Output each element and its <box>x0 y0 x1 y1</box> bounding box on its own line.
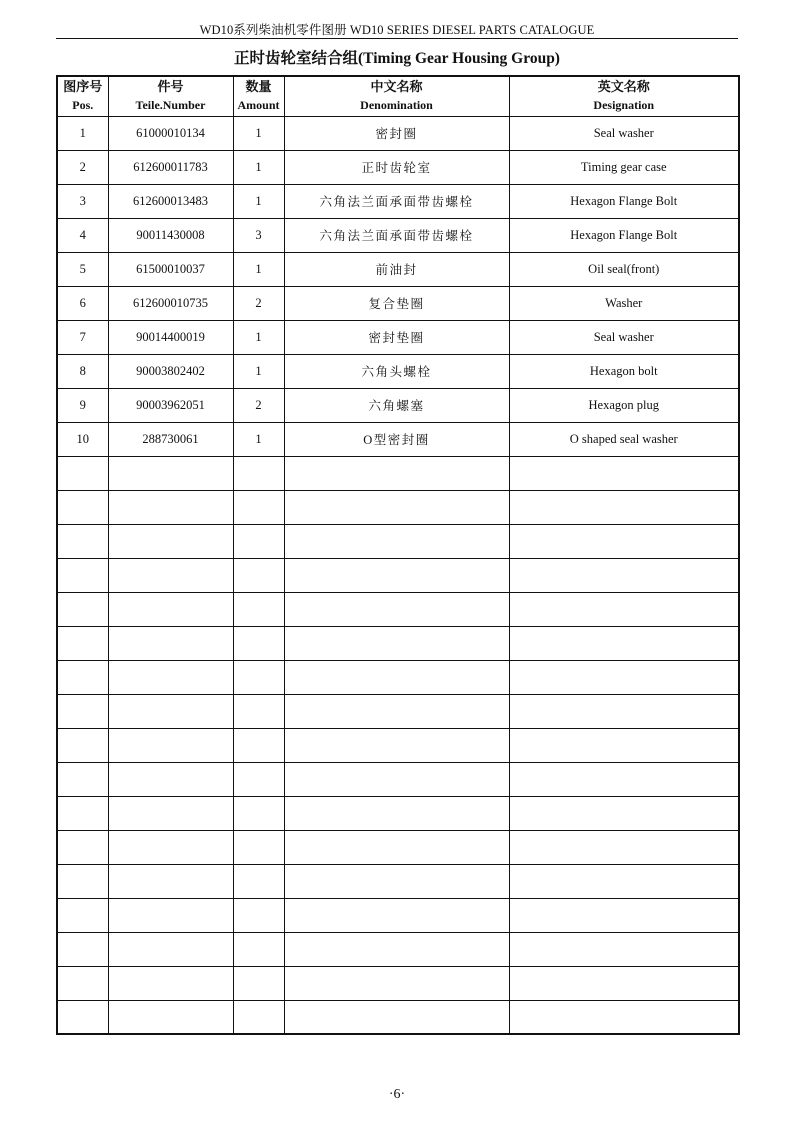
table-row-empty <box>57 796 739 830</box>
cell-part-number <box>108 592 233 626</box>
table-row-empty <box>57 592 739 626</box>
cell-amount <box>233 524 284 558</box>
cell-denomination <box>284 864 509 898</box>
cell-pos: 9 <box>57 388 108 422</box>
table-row-empty <box>57 456 739 490</box>
cell-amount: 1 <box>233 116 284 150</box>
cell-amount <box>233 1000 284 1034</box>
cell-part-number <box>108 966 233 1000</box>
cell-denomination <box>284 728 509 762</box>
cell-denomination <box>284 524 509 558</box>
table-row <box>57 218 739 252</box>
cell-denomination <box>284 762 509 796</box>
cell-designation: Timing gear case <box>509 150 739 184</box>
cell-pos <box>57 932 108 966</box>
cell-designation: O shaped seal washer <box>509 422 739 456</box>
cell-denomination <box>284 932 509 966</box>
cell-pos: 8 <box>57 354 108 388</box>
table-row-empty <box>57 728 739 762</box>
cell-denomination <box>284 490 509 524</box>
cell-pos <box>57 626 108 660</box>
cell-designation: Seal washer <box>509 320 739 354</box>
cell-amount: 1 <box>233 150 284 184</box>
cell-amount: 2 <box>233 388 284 422</box>
table-row <box>57 354 739 388</box>
cell-pos <box>57 796 108 830</box>
cell-designation: Hexagon Flange Bolt <box>509 184 739 218</box>
column-header-en: Teile.Number <box>135 98 206 113</box>
cell-part-number: 90011430008 <box>108 218 233 252</box>
cell-designation <box>509 456 739 490</box>
cell-denomination: 密封圈 <box>284 116 509 150</box>
cell-part-number <box>108 558 233 592</box>
table-row-empty <box>57 864 739 898</box>
cell-amount: 1 <box>233 320 284 354</box>
table-row-empty <box>57 626 739 660</box>
cell-denomination: 六角法兰面承面带齿螺栓 <box>284 218 509 252</box>
table-row-empty <box>57 524 739 558</box>
cell-amount <box>233 898 284 932</box>
cell-part-number <box>108 796 233 830</box>
cell-amount: 1 <box>233 184 284 218</box>
cell-designation <box>509 626 739 660</box>
cell-pos <box>57 694 108 728</box>
cell-pos <box>57 864 108 898</box>
cell-denomination <box>284 796 509 830</box>
header-row <box>57 76 739 116</box>
cell-designation <box>509 728 739 762</box>
cell-designation <box>509 660 739 694</box>
cell-designation: Washer <box>509 286 739 320</box>
cell-designation <box>509 1000 739 1034</box>
cell-pos <box>57 524 108 558</box>
cell-amount <box>233 558 284 592</box>
column-header-cn: 中文名称 <box>370 79 423 95</box>
cell-part-number <box>108 898 233 932</box>
cell-amount <box>233 728 284 762</box>
table-row <box>57 150 739 184</box>
cell-amount <box>233 864 284 898</box>
cell-designation <box>509 932 739 966</box>
column-header-denomination <box>284 76 509 116</box>
cell-designation <box>509 830 739 864</box>
cell-designation <box>509 864 739 898</box>
table-row-empty <box>57 932 739 966</box>
column-header-en: Denomination <box>360 98 433 113</box>
cell-denomination <box>284 558 509 592</box>
cell-amount <box>233 660 284 694</box>
table-row-empty <box>57 830 739 864</box>
cell-amount <box>233 762 284 796</box>
cell-designation <box>509 558 739 592</box>
cell-pos: 4 <box>57 218 108 252</box>
cell-denomination: 六角螺塞 <box>284 388 509 422</box>
cell-designation <box>509 898 739 932</box>
cell-amount: 3 <box>233 218 284 252</box>
cell-designation: Hexagon bolt <box>509 354 739 388</box>
table-row-empty <box>57 490 739 524</box>
cell-part-number: 612600010735 <box>108 286 233 320</box>
cell-denomination: 密封垫圈 <box>284 320 509 354</box>
cell-amount <box>233 694 284 728</box>
cell-designation: Hexagon Flange Bolt <box>509 218 739 252</box>
column-header-en: Pos. <box>72 98 94 113</box>
parts-table-body <box>57 116 739 1034</box>
cell-amount: 2 <box>233 286 284 320</box>
cell-designation <box>509 694 739 728</box>
cell-amount <box>233 626 284 660</box>
cell-designation <box>509 966 739 1000</box>
table-row <box>57 320 739 354</box>
cell-designation <box>509 490 739 524</box>
table-row-empty <box>57 558 739 592</box>
cell-pos <box>57 762 108 796</box>
cell-pos <box>57 558 108 592</box>
cell-amount <box>233 456 284 490</box>
cell-designation: Hexagon plug <box>509 388 739 422</box>
cell-part-number <box>108 456 233 490</box>
cell-amount: 1 <box>233 422 284 456</box>
cell-denomination <box>284 898 509 932</box>
cell-pos <box>57 728 108 762</box>
cell-amount <box>233 830 284 864</box>
table-row-empty <box>57 762 739 796</box>
cell-denomination: 复合垫圈 <box>284 286 509 320</box>
cell-designation <box>509 524 739 558</box>
cell-denomination <box>284 592 509 626</box>
cell-pos: 10 <box>57 422 108 456</box>
cell-pos <box>57 456 108 490</box>
cell-denomination: 六角头螺栓 <box>284 354 509 388</box>
cell-denomination: 六角法兰面承面带齿螺栓 <box>284 184 509 218</box>
column-header-cn: 数量 <box>245 79 272 95</box>
cell-part-number <box>108 932 233 966</box>
column-header-amount <box>233 76 284 116</box>
cell-denomination: 前油封 <box>284 252 509 286</box>
cell-part-number: 612600011783 <box>108 150 233 184</box>
table-row-empty <box>57 660 739 694</box>
parts-table <box>56 75 740 1035</box>
cell-part-number <box>108 694 233 728</box>
cell-amount: 1 <box>233 252 284 286</box>
cell-designation <box>509 592 739 626</box>
cell-part-number <box>108 1000 233 1034</box>
table-row <box>57 388 739 422</box>
cell-pos: 3 <box>57 184 108 218</box>
table-row <box>57 184 739 218</box>
cell-denomination <box>284 694 509 728</box>
cell-denomination <box>284 1000 509 1034</box>
table-row <box>57 422 739 456</box>
cell-pos: 7 <box>57 320 108 354</box>
cell-pos <box>57 490 108 524</box>
table-row <box>57 116 739 150</box>
cell-amount <box>233 966 284 1000</box>
cell-part-number <box>108 490 233 524</box>
cell-part-number <box>108 830 233 864</box>
cell-part-number: 90003962051 <box>108 388 233 422</box>
table-row-empty <box>57 966 739 1000</box>
cell-denomination <box>284 966 509 1000</box>
column-header-designation <box>509 76 739 116</box>
cell-pos: 2 <box>57 150 108 184</box>
cell-pos <box>57 898 108 932</box>
cell-pos: 6 <box>57 286 108 320</box>
cell-designation: Seal washer <box>509 116 739 150</box>
cell-pos <box>57 830 108 864</box>
cell-part-number: 61000010134 <box>108 116 233 150</box>
cell-part-number: 61500010037 <box>108 252 233 286</box>
cell-denomination <box>284 830 509 864</box>
cell-pos <box>57 1000 108 1034</box>
cell-designation <box>509 796 739 830</box>
cell-pos: 5 <box>57 252 108 286</box>
cell-part-number <box>108 864 233 898</box>
column-header-pos <box>57 76 108 116</box>
table-row <box>57 252 739 286</box>
cell-part-number: 90014400019 <box>108 320 233 354</box>
cell-denomination: O型密封圈 <box>284 422 509 456</box>
header-rule <box>56 38 738 39</box>
cell-amount <box>233 932 284 966</box>
cell-pos <box>57 966 108 1000</box>
table-row <box>57 286 739 320</box>
parts-table-header <box>57 76 739 116</box>
column-header-en: Amount <box>237 98 280 113</box>
cell-pos <box>57 660 108 694</box>
cell-part-number <box>108 762 233 796</box>
column-header-en: Designation <box>593 98 655 113</box>
cell-part-number <box>108 626 233 660</box>
cell-part-number <box>108 524 233 558</box>
cell-part-number: 612600013483 <box>108 184 233 218</box>
cell-amount: 1 <box>233 354 284 388</box>
column-header-cn: 图序号 <box>63 79 103 95</box>
cell-denomination <box>284 626 509 660</box>
cell-part-number: 90003802402 <box>108 354 233 388</box>
cell-pos <box>57 592 108 626</box>
cell-pos: 1 <box>57 116 108 150</box>
cell-denomination: 正时齿轮室 <box>284 150 509 184</box>
cell-part-number: 288730061 <box>108 422 233 456</box>
column-header-part-number <box>108 76 233 116</box>
table-row-empty <box>57 898 739 932</box>
cell-designation <box>509 762 739 796</box>
cell-amount <box>233 796 284 830</box>
page-title: 正时齿轮室结合组(Timing Gear Housing Group) <box>234 50 560 67</box>
cell-denomination <box>284 660 509 694</box>
table-row-empty <box>57 1000 739 1034</box>
page-number: ·6· <box>388 1087 406 1102</box>
cell-amount <box>233 490 284 524</box>
column-header-cn: 件号 <box>157 79 184 95</box>
cell-designation: Oil seal(front) <box>509 252 739 286</box>
column-header-cn: 英文名称 <box>597 79 650 95</box>
running-header: WD10系列柴油机零件图册 WD10 SERIES DIESEL PARTS CATALOGUE <box>199 23 595 37</box>
cell-denomination <box>284 456 509 490</box>
table-row-empty <box>57 694 739 728</box>
cell-part-number <box>108 660 233 694</box>
cell-amount <box>233 592 284 626</box>
cell-part-number <box>108 728 233 762</box>
